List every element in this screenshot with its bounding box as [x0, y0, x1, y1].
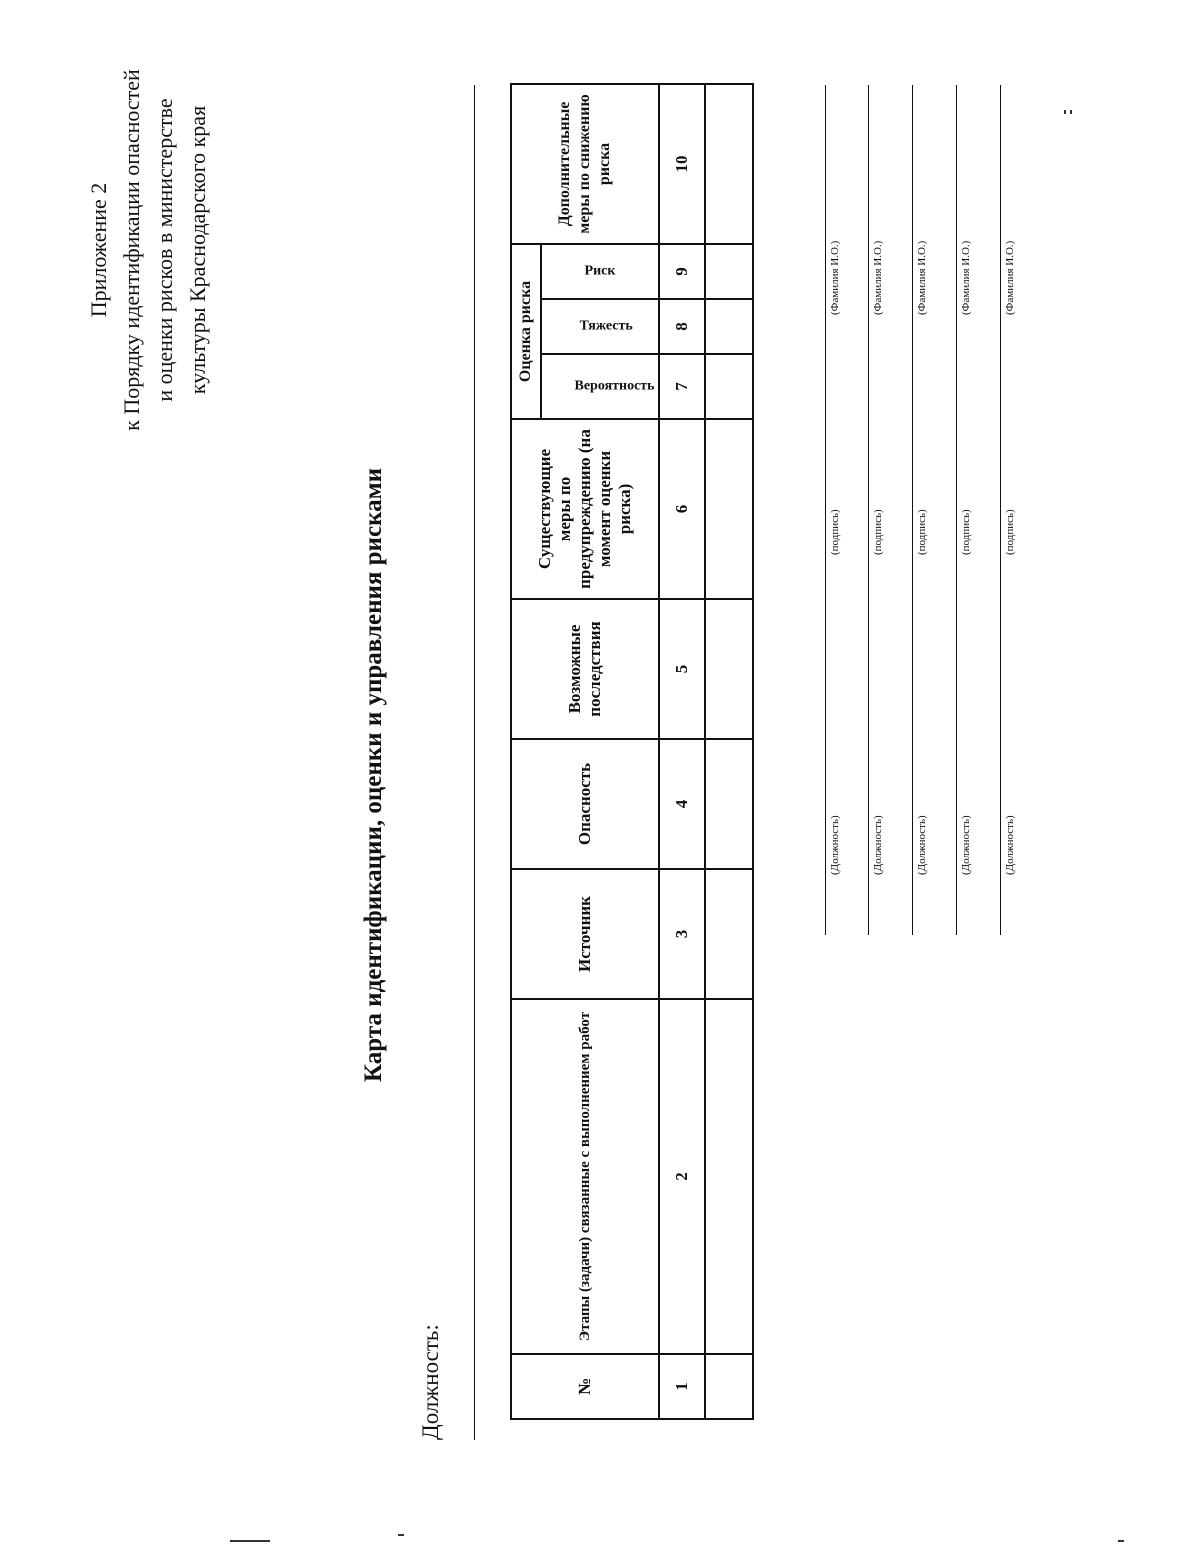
column-number: 3 — [659, 869, 705, 999]
signature-caption: (подпись) — [1004, 509, 1016, 555]
signature-caption: (подпись) — [872, 509, 884, 555]
column-number: 4 — [659, 739, 705, 869]
table-cell — [705, 419, 753, 599]
table-cell — [705, 299, 753, 354]
document-title: Карта идентификации, оценки и управления рисками — [360, 467, 387, 1083]
header-probability: Вероятность — [541, 354, 659, 419]
signature-row — [956, 85, 996, 935]
column-number: 6 — [659, 419, 705, 599]
appendix-line: и оценки рисков в министерстве — [152, 98, 177, 402]
table-cell — [705, 869, 753, 999]
header-no: № — [511, 1354, 659, 1419]
column-number: 8 — [659, 299, 705, 354]
signature-caption: (подпись) — [916, 509, 928, 555]
column-number: 5 — [659, 599, 705, 739]
name-caption: (Фамилия И.О.) — [960, 240, 972, 315]
signature-line — [956, 85, 957, 935]
header-source: Источник — [511, 869, 659, 999]
signature-line — [825, 85, 826, 935]
name-caption: (Фамилия И.О.) — [916, 240, 928, 315]
table-cell — [705, 739, 753, 869]
scan-speck — [398, 1534, 404, 1536]
signature-caption: (подпись) — [829, 509, 841, 555]
header-risk: Риск — [541, 244, 659, 299]
name-caption: (Фамилия И.О.) — [1004, 240, 1016, 315]
scan-speck — [1064, 110, 1066, 114]
table-cell — [705, 244, 753, 299]
position-caption: (Должность) — [916, 815, 928, 875]
table-cell — [705, 84, 753, 244]
signature-row — [868, 85, 908, 935]
table-cell — [705, 354, 753, 419]
appendix-line: культуры Краснодарского края — [185, 105, 210, 395]
table-row — [705, 84, 753, 1419]
header-consequences: Возможные последствия — [511, 599, 659, 739]
risk-table — [510, 83, 754, 1420]
signature-line — [912, 85, 913, 935]
scan-speck — [1118, 1540, 1124, 1542]
column-number: 1 — [659, 1354, 705, 1419]
name-caption: (Фамилия И.О.) — [829, 240, 841, 315]
header-hazard: Опасность — [511, 739, 659, 869]
table-cell — [705, 1354, 753, 1419]
table-cell — [705, 599, 753, 739]
column-number: 9 — [659, 244, 705, 299]
position-label: Должность: — [418, 1324, 443, 1440]
name-caption: (Фамилия И.О.) — [872, 240, 884, 315]
signature-row — [912, 85, 952, 935]
position-caption: (Должность) — [1004, 815, 1016, 875]
header-additional-measures: Дополнительные меры по снижению риска — [511, 84, 659, 244]
table-cell — [705, 999, 753, 1354]
signature-line — [868, 85, 869, 935]
column-number: 10 — [659, 84, 705, 244]
header-stages: Этапы (задачи) связанные с выполнением работ — [511, 999, 659, 1354]
scan-speck — [230, 1540, 270, 1542]
appendix-line: Приложение 2 — [86, 182, 111, 318]
position-caption: (Должность) — [829, 815, 841, 875]
signature-caption: (подпись) — [960, 509, 972, 555]
position-underline — [474, 85, 475, 1440]
column-number: 2 — [659, 999, 705, 1354]
column-number-row — [659, 84, 705, 1419]
header-severity: Тяжесть — [541, 299, 659, 354]
header-risk-assessment: Оценка риска — [511, 244, 541, 419]
scan-speck — [1070, 110, 1072, 114]
column-number: 7 — [659, 354, 705, 419]
signature-row — [1000, 85, 1040, 935]
header-existing-measures: Существующие меры по предупреждению (на момент оценки риска) — [511, 419, 659, 599]
appendix-line: к Порядку идентификации опасностей — [119, 69, 144, 431]
position-caption: (Должность) — [960, 815, 972, 875]
appendix-block — [82, 30, 214, 470]
position-caption: (Должность) — [872, 815, 884, 875]
signature-line — [1000, 85, 1001, 935]
signature-row — [825, 85, 865, 935]
